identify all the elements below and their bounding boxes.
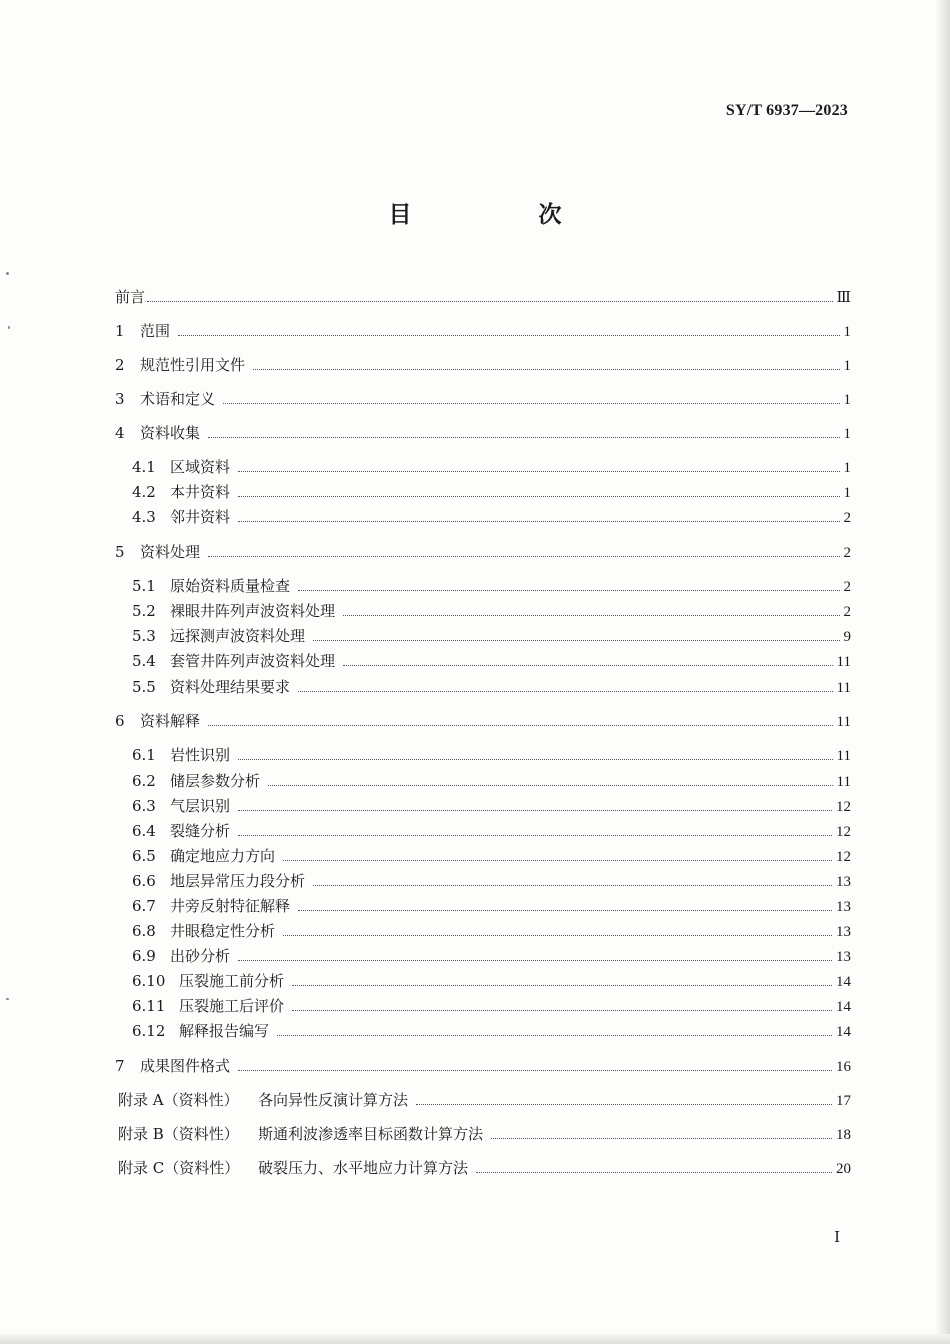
toc-entry-label: 本井资料 xyxy=(170,483,231,501)
toc-entry-page: 1 xyxy=(843,426,851,442)
toc-entry-label: 前言 xyxy=(115,288,146,306)
toc-entry[interactable] xyxy=(132,895,851,917)
toc-entry-label: 邻井资料 xyxy=(170,508,231,526)
toc-entry-page: 1 xyxy=(843,392,851,408)
toc-entry-label: 裂缝分析 xyxy=(170,822,231,840)
toc-dot-leader xyxy=(253,369,839,370)
toc-entry-page: 1 xyxy=(843,485,851,501)
toc-entry-number: 附录 A（资料性） xyxy=(118,1091,239,1109)
toc-entry-number: 6.3 xyxy=(132,797,156,815)
toc-entry-page: 11 xyxy=(836,654,851,670)
toc-entry-page: 2 xyxy=(843,604,851,620)
toc-entry[interactable] xyxy=(132,481,851,503)
toc-entry[interactable] xyxy=(132,744,851,766)
toc-entry-number: 4.3 xyxy=(132,508,156,526)
toc-dot-leader xyxy=(298,691,833,692)
toc-dot-leader xyxy=(238,835,832,836)
toc-entry-page: 2 xyxy=(843,579,851,595)
toc-entry-number: 6.9 xyxy=(132,947,156,965)
toc-entry-page: Ⅲ xyxy=(836,290,851,306)
toc-entry[interactable] xyxy=(132,920,851,942)
toc-entry-page: 13 xyxy=(836,899,851,915)
toc-dot-leader xyxy=(476,1172,832,1173)
toc-entry[interactable] xyxy=(132,870,851,892)
toc-entry[interactable] xyxy=(118,1157,851,1179)
toc-dot-leader xyxy=(298,590,839,591)
toc-dot-leader xyxy=(238,960,832,961)
toc-entry-label: 解释报告编写 xyxy=(179,1022,270,1040)
toc-entry-number: 6.10 xyxy=(132,972,166,990)
toc-entry-number: 6.7 xyxy=(132,897,156,915)
toc-entry-number: 2 xyxy=(115,356,125,374)
toc-entry-label: 各向异性反演计算方法 xyxy=(258,1091,409,1109)
toc-entry-page: 1 xyxy=(843,324,851,340)
toc-entry[interactable] xyxy=(132,995,851,1017)
toc-entry[interactable] xyxy=(132,676,851,698)
toc-entry-number: 1 xyxy=(115,322,125,340)
toc-entry[interactable] xyxy=(115,354,851,376)
toc-entry[interactable] xyxy=(115,1055,851,1077)
toc-entry-number: 7 xyxy=(115,1057,125,1075)
toc-entry-label: 资料收集 xyxy=(140,424,201,442)
toc-dot-leader xyxy=(238,496,839,497)
toc-entry-number: 5 xyxy=(115,543,125,561)
toc-dot-leader xyxy=(277,1035,832,1036)
page-number: Ⅰ xyxy=(834,1230,840,1246)
toc-entry-page: 2 xyxy=(843,545,851,561)
toc-entry[interactable] xyxy=(118,1089,851,1111)
toc-entry-page: 13 xyxy=(836,949,851,965)
toc-entry-label: 斯通利波渗透率目标函数计算方法 xyxy=(258,1125,484,1143)
toc-entry-page: 11 xyxy=(836,748,851,764)
toc-entry-number: 6.1 xyxy=(132,746,156,764)
toc-entry-page: 14 xyxy=(836,1024,851,1040)
toc-entry-page: 9 xyxy=(843,629,851,645)
toc-entry-page: 12 xyxy=(836,849,851,865)
toc-entry-label: 压裂施工前分析 xyxy=(179,972,285,990)
toc-entry-label: 裸眼井阵列声波资料处理 xyxy=(170,602,336,620)
toc-entry-page: 20 xyxy=(836,1161,851,1177)
toc-entry-label: 远探测声波资料处理 xyxy=(170,627,306,645)
toc-entry-page: 16 xyxy=(836,1059,851,1075)
toc-dot-leader xyxy=(208,725,833,726)
toc-dot-leader xyxy=(238,1070,832,1071)
toc-dot-leader xyxy=(208,556,839,557)
toc-entry-page: 1 xyxy=(843,358,851,374)
toc-entry-label: 储层参数分析 xyxy=(170,772,261,790)
toc-entry-page: 14 xyxy=(836,999,851,1015)
toc-entry-number: 5.3 xyxy=(132,627,156,645)
toc-dot-leader xyxy=(491,1138,832,1139)
toc-entry[interactable] xyxy=(115,710,851,732)
toc-entry-label: 井眼稳定性分析 xyxy=(170,922,276,940)
toc-entry[interactable] xyxy=(132,575,851,597)
toc-entry-number: 4 xyxy=(115,424,125,442)
toc-entry[interactable] xyxy=(132,770,851,792)
toc-entry-label: 资料处理 xyxy=(140,543,201,561)
toc-entry-label: 套管井阵列声波资料处理 xyxy=(170,652,336,670)
toc-entry[interactable] xyxy=(132,795,851,817)
toc-entry-number: 6.11 xyxy=(132,997,166,1015)
toc-entry-label: 区域资料 xyxy=(170,458,231,476)
toc-entry-number: 4.1 xyxy=(132,458,156,476)
toc-entry-page: 11 xyxy=(836,680,851,696)
toc-entry-page: 2 xyxy=(843,510,851,526)
toc-dot-leader xyxy=(223,403,839,404)
toc-entry-number: 4.2 xyxy=(132,483,156,501)
toc-entry[interactable] xyxy=(115,388,851,410)
toc-entry-label: 成果图件格式 xyxy=(140,1057,231,1075)
toc-entry[interactable] xyxy=(132,820,851,842)
toc-entry-number: 6 xyxy=(115,712,125,730)
toc-entry-number: 3 xyxy=(115,390,125,408)
toc-dot-leader xyxy=(292,1010,832,1011)
toc-entry-label: 井旁反射特征解释 xyxy=(170,897,291,915)
toc-dot-leader xyxy=(238,521,839,522)
toc-dot-leader xyxy=(343,615,839,616)
toc-entry[interactable] xyxy=(132,506,851,528)
toc-entry-number: 5.4 xyxy=(132,652,156,670)
toc-dot-leader xyxy=(268,785,833,786)
toc-entry-number: 5.5 xyxy=(132,678,156,696)
toc-dot-leader xyxy=(208,437,839,438)
toc-dot-leader xyxy=(147,301,833,302)
toc-entry-label: 确定地应力方向 xyxy=(170,847,276,865)
toc-dot-leader xyxy=(238,810,832,811)
toc-entry-number: 5.1 xyxy=(132,577,156,595)
toc-entry-page: 11 xyxy=(836,714,851,730)
toc-entry-number: 5.2 xyxy=(132,602,156,620)
toc-entry[interactable] xyxy=(132,650,851,672)
toc-entry-label: 术语和定义 xyxy=(140,390,216,408)
toc-entry-label: 资料解释 xyxy=(140,712,201,730)
toc-entry[interactable] xyxy=(132,625,851,647)
toc-entry[interactable] xyxy=(118,1123,851,1145)
toc-entry-label: 出砂分析 xyxy=(170,947,231,965)
toc-entry[interactable] xyxy=(115,541,851,563)
toc-entry-number: 6.12 xyxy=(132,1022,166,1040)
toc-entry-label: 范围 xyxy=(140,322,171,340)
toc-entry-label: 破裂压力、水平地应力计算方法 xyxy=(258,1159,469,1177)
toc-entry-page: 11 xyxy=(836,774,851,790)
toc-entry[interactable] xyxy=(132,600,851,622)
toc-dot-leader xyxy=(283,860,832,861)
toc-entry-label: 地层异常压力段分析 xyxy=(170,872,306,890)
page-title: 目 次 xyxy=(388,202,614,228)
toc-entry[interactable] xyxy=(115,286,851,308)
toc-entry-number: 附录 B（资料性） xyxy=(118,1125,239,1143)
toc-entry[interactable] xyxy=(132,945,851,967)
toc-dot-leader xyxy=(298,910,832,911)
toc-entry-label: 气层识别 xyxy=(170,797,231,815)
toc-entry-number: 6.5 xyxy=(132,847,156,865)
toc-entry-page: 12 xyxy=(836,824,851,840)
toc-dot-leader xyxy=(283,935,832,936)
toc-entry-label: 岩性识别 xyxy=(170,746,231,764)
toc-entry[interactable] xyxy=(115,422,851,444)
toc-entry-page: 13 xyxy=(836,924,851,940)
toc-entry-page: 13 xyxy=(836,874,851,890)
toc-entry-number: 6.4 xyxy=(132,822,156,840)
toc-dot-leader xyxy=(238,471,839,472)
toc-entry-label: 规范性引用文件 xyxy=(140,356,246,374)
toc-entry[interactable] xyxy=(115,320,851,342)
toc-entry[interactable] xyxy=(132,845,851,867)
toc-entry-page: 1 xyxy=(843,460,851,476)
toc-dot-leader xyxy=(343,665,833,666)
toc-entry[interactable] xyxy=(132,456,851,478)
toc-entry[interactable] xyxy=(132,970,851,992)
toc-dot-leader xyxy=(178,335,839,336)
toc-dot-leader xyxy=(416,1104,832,1105)
toc-entry-label: 资料处理结果要求 xyxy=(170,678,291,696)
toc-dot-leader xyxy=(292,985,832,986)
toc-entry-page: 18 xyxy=(836,1127,851,1143)
toc-entry[interactable] xyxy=(132,1020,851,1042)
toc-entry-label: 原始资料质量检查 xyxy=(170,577,291,595)
toc-entry-page: 12 xyxy=(836,799,851,815)
toc-entry-number: 6.2 xyxy=(132,772,156,790)
toc-dot-leader xyxy=(313,640,839,641)
toc-dot-leader xyxy=(238,759,833,760)
toc-entry-page: 17 xyxy=(836,1093,851,1109)
toc-entry-label: 压裂施工后评价 xyxy=(179,997,285,1015)
toc-dot-leader xyxy=(313,885,832,886)
document-code: SY/T 6937—2023 xyxy=(725,102,848,119)
toc-entry-number: 附录 C（资料性） xyxy=(118,1159,240,1177)
toc-entry-page: 14 xyxy=(836,974,851,990)
toc-entry-number: 6.6 xyxy=(132,872,156,890)
toc-entry-number: 6.8 xyxy=(132,922,156,940)
